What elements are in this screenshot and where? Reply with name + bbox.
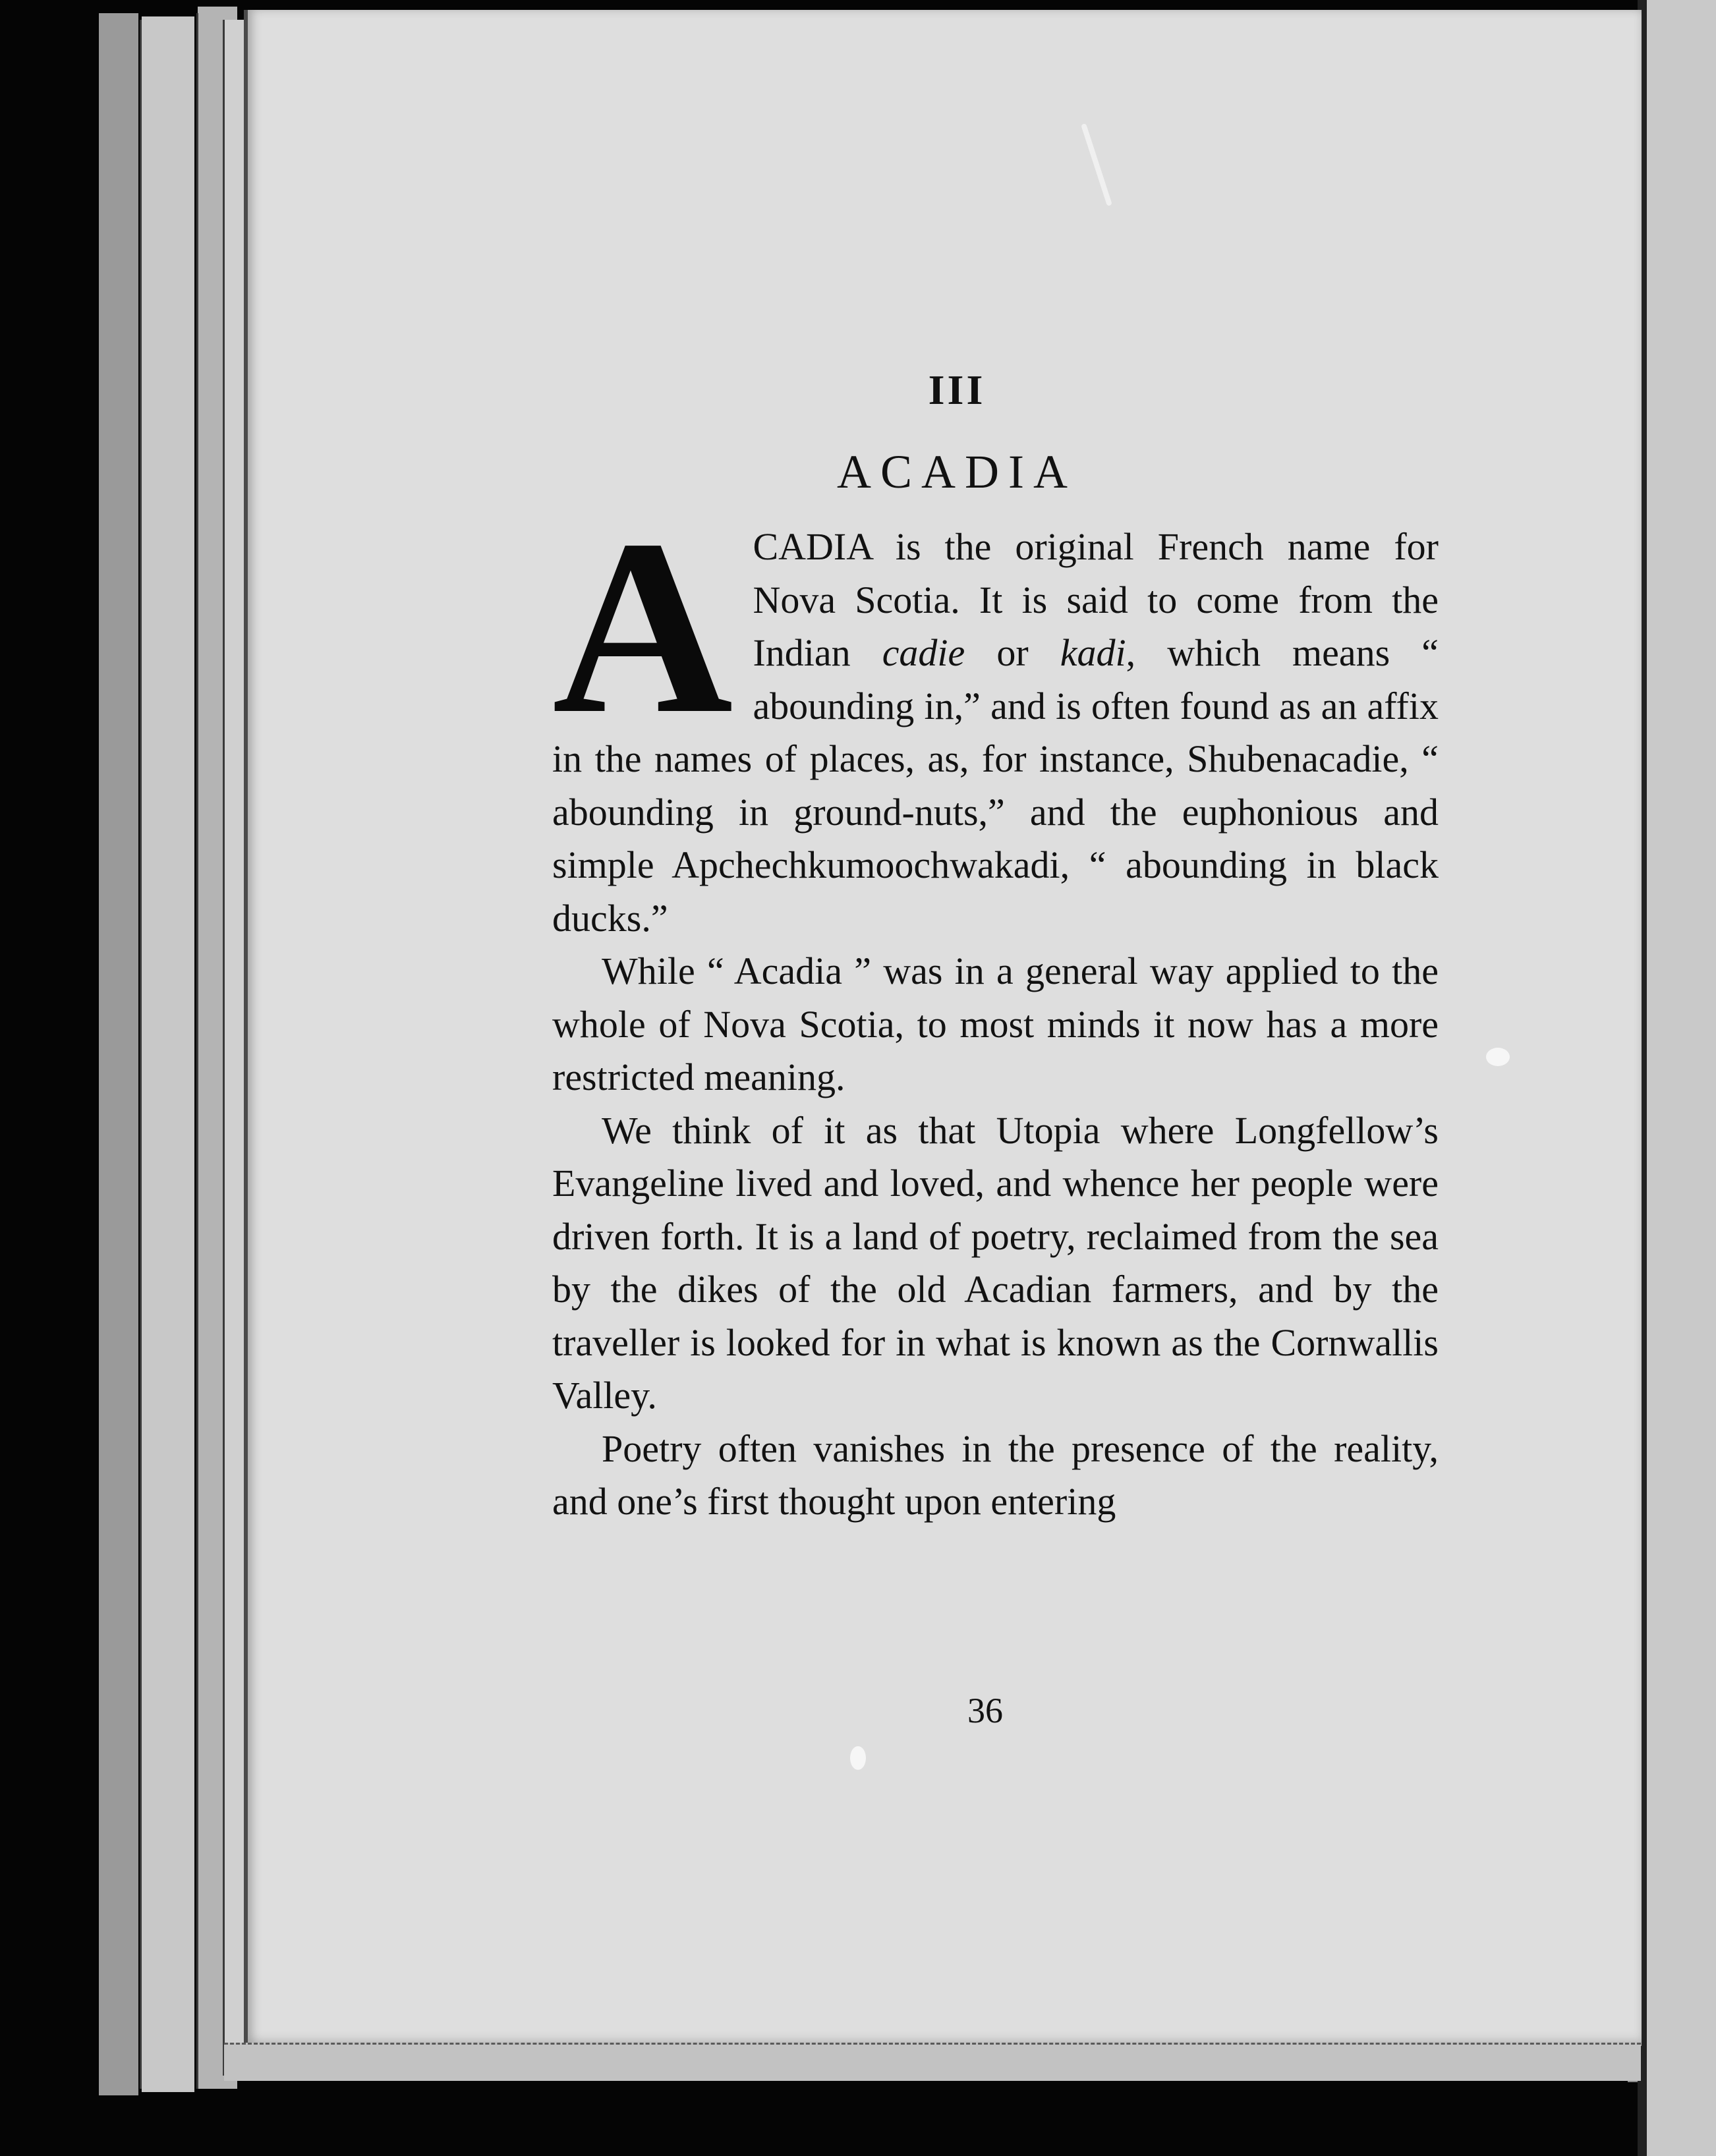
- paragraph-1-text: CADIA is the original French name for Nova Scotia. It is said to come from the Indian: [753, 525, 1439, 674]
- page-edge: [224, 20, 244, 2076]
- facing-page-edge: [1638, 0, 1716, 2156]
- page-bottom-edge: [224, 2043, 1641, 2081]
- drop-cap: A: [552, 488, 733, 766]
- body-text: [552, 488, 1439, 1529]
- page-edge-line: [140, 20, 142, 2089]
- page-edge-line: [223, 20, 225, 2076]
- chapter-number: III: [928, 366, 986, 413]
- paragraph-4: Poetry often vanishes in the presence of the reality, and one’s first thought upon entering: [552, 1427, 1439, 1523]
- chapter-title: ACADIA: [837, 445, 1077, 498]
- paragraph-3: We think of it as that Utopia where Longfellow’s Evangeline lived and loved, and whence her people were driven forth. It is a land of poetry, reclaimed from the sea by the dikes of the old Acadian farmers, and by the traveller is looked for in what is known as the Cornwallis Valley.: [552, 1108, 1439, 1417]
- paragraph-1: [552, 488, 1439, 945]
- page-edge-line: [196, 13, 198, 2089]
- paper-speck: [1486, 1048, 1510, 1066]
- paragraph-1-text: or: [965, 631, 1060, 674]
- italic-term: cadie: [882, 631, 965, 674]
- page-number: 36: [967, 1691, 1003, 1730]
- page-edge: [99, 13, 138, 2095]
- italic-term: kadi: [1060, 631, 1126, 674]
- paragraph-1-text: , which means “ abounding in,” and is often found as an affix in the names of places, as, for instance, Shubenacadie, “ abounding in ground-nuts,” and the euphonious and simple Apchechkumoochwakadi, “ abounding in black ducks.”: [552, 631, 1439, 940]
- page-edge: [142, 16, 194, 2092]
- paragraph-2: While “ Acadia ” was in a general way applied to the whole of Nova Scotia, to most minds it now has a more restricted meaning.: [552, 950, 1439, 1098]
- paper-speck: [850, 1746, 866, 1770]
